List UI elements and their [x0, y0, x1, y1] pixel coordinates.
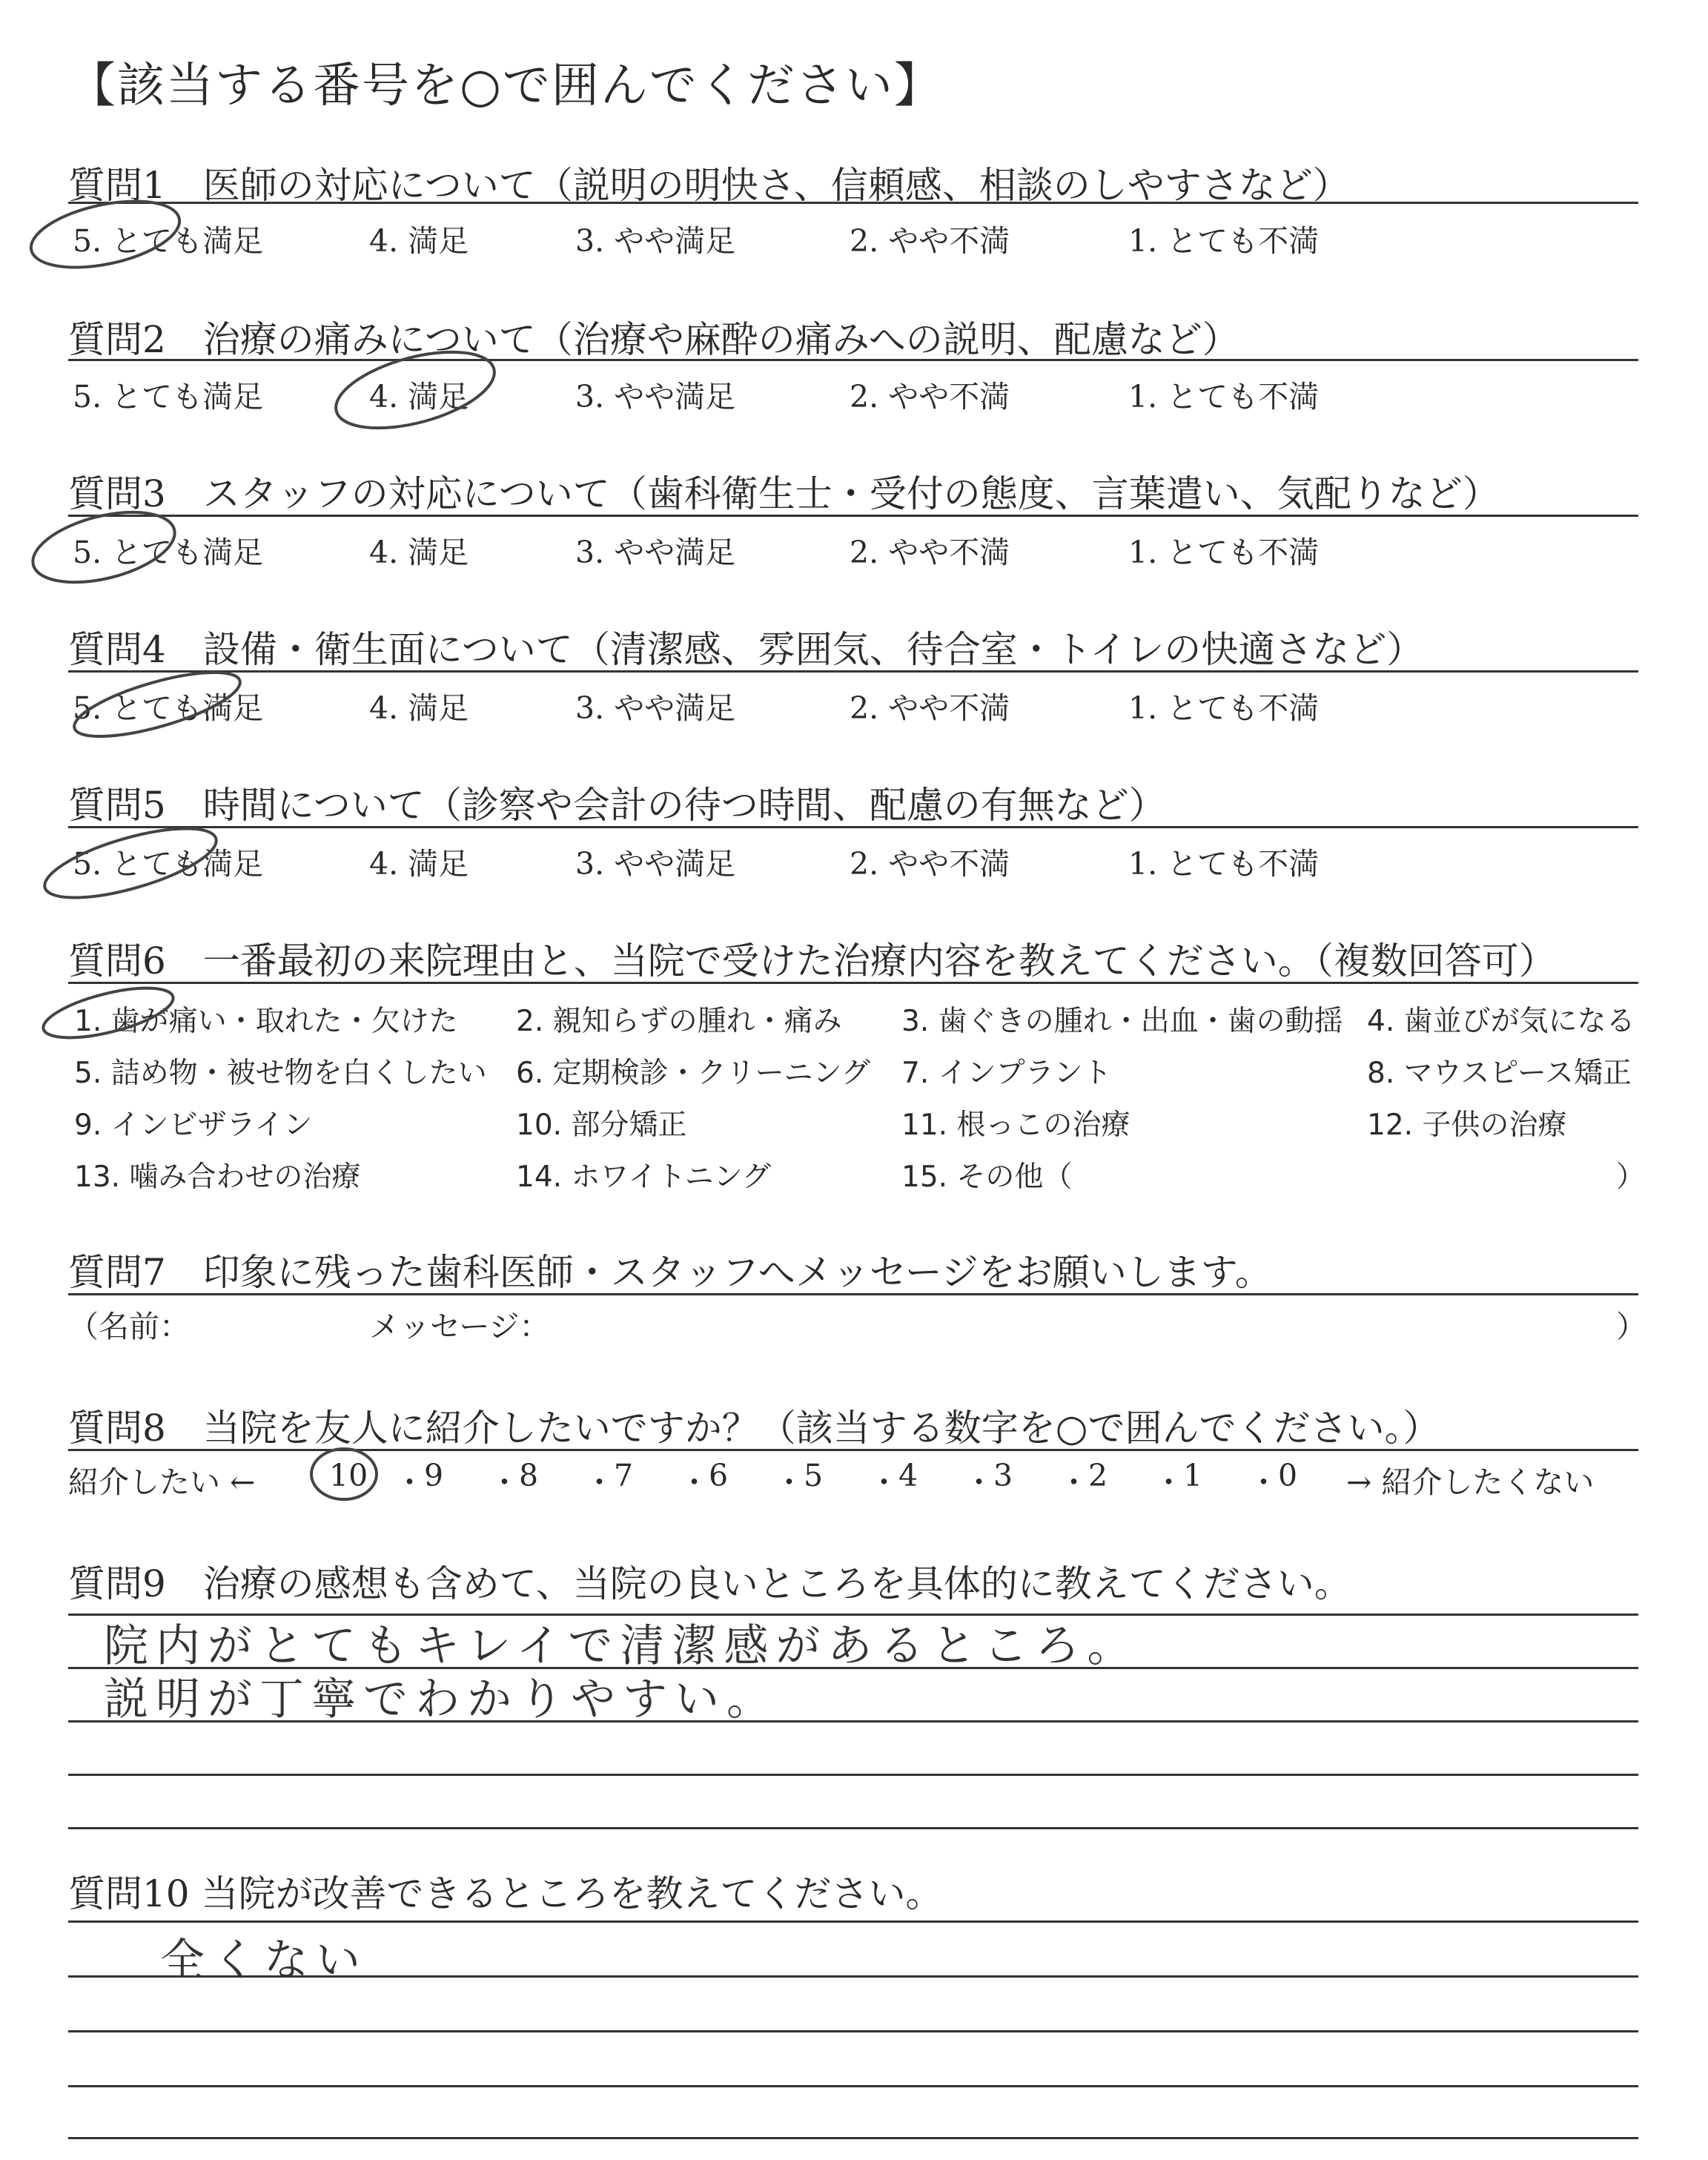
- q1-option-1[interactable]: 1. とても不満: [1128, 223, 1320, 259]
- q8-scale-9[interactable]: 9: [424, 1458, 444, 1493]
- q8-scale-separator: ・: [489, 1464, 520, 1500]
- q8-scale-7[interactable]: 7: [614, 1458, 634, 1493]
- q3-selection-circle: [26, 500, 182, 595]
- question-8-title: 質問8 当院を友人に紹介したいですか？（該当する数字を○で囲んでください。）: [68, 1407, 1440, 1450]
- q7-message-label: メッセージ：: [369, 1309, 550, 1344]
- q4-option-5[interactable]: 5. とても満足: [73, 690, 264, 726]
- q6-option-13[interactable]: 13. 噛み合わせの治療: [74, 1160, 361, 1194]
- page-title: 【該当する番号を○で囲んでください】: [68, 59, 943, 113]
- q7-close: ）: [1616, 1309, 1646, 1344]
- question-5-title: 質問5 時間について（診察や会計の待つ時間、配慮の有無など）: [68, 784, 1166, 827]
- q10-answer-line-1: 全くない: [160, 1935, 368, 1986]
- q8-scale-4[interactable]: 4: [898, 1458, 918, 1493]
- q6-option-14[interactable]: 14. ホワイトニング: [516, 1160, 771, 1194]
- question-10-title: 質問10 当院が改善できるところを教えてください。: [68, 1872, 943, 1915]
- q8-scale-6[interactable]: 6: [709, 1458, 729, 1493]
- q8-scale-5[interactable]: 5: [804, 1458, 824, 1493]
- q2-option-3[interactable]: 3. やや満足: [575, 379, 736, 415]
- q6-option-11[interactable]: 11. 根っこの治療: [901, 1109, 1131, 1142]
- q8-right-label: → 紹介したくない: [1346, 1464, 1595, 1500]
- q8-scale-separator: ・: [1248, 1464, 1279, 1500]
- q8-scale-separator: ・: [679, 1464, 709, 1500]
- q6-option-1[interactable]: 1. 歯が痛い・取れた・欠けた: [74, 1005, 458, 1038]
- q6-option-4[interactable]: 4. 歯並びが気になる: [1367, 1005, 1635, 1038]
- q5-option-3[interactable]: 3. やや満足: [575, 846, 736, 882]
- q1-selection-circle: [25, 190, 185, 280]
- q6-option-3[interactable]: 3. 歯ぐきの腫れ・出血・歯の動揺: [901, 1005, 1343, 1038]
- q6-selection-circle: [39, 978, 177, 1048]
- q6-option-5[interactable]: 5. 詰め物・被せ物を白くしたい: [74, 1057, 487, 1090]
- q5-option-1[interactable]: 1. とても不満: [1128, 846, 1320, 882]
- q8-selection-circle: [311, 1449, 377, 1499]
- q8-scale-0[interactable]: 0: [1278, 1458, 1298, 1493]
- q6-option-15-close: ）: [1616, 1160, 1646, 1194]
- q1-option-3[interactable]: 3. やや満足: [575, 223, 736, 259]
- q8-scale-1[interactable]: 1: [1183, 1458, 1203, 1493]
- q5-option-2[interactable]: 2. やや不満: [850, 846, 1010, 882]
- q4-option-2[interactable]: 2. やや不満: [850, 690, 1010, 726]
- q5-option-4[interactable]: 4. 満足: [369, 846, 469, 882]
- q3-option-5[interactable]: 5. とても満足: [73, 535, 264, 570]
- q8-scale-separator: ・: [964, 1464, 994, 1500]
- q3-option-1[interactable]: 1. とても不満: [1128, 535, 1320, 570]
- question-4-title: 質問4 設備・衛生面について（清潔感、雰囲気、待合室・トイレの快適さなど）: [68, 628, 1424, 671]
- q8-scale-separator: ・: [584, 1464, 615, 1500]
- question-7-title: 質問7 印象に残った歯科医師・スタッフへメッセージをお願いします。: [68, 1251, 1272, 1294]
- q2-option-5[interactable]: 5. とても満足: [73, 379, 264, 415]
- q1-option-5[interactable]: 5. とても満足: [73, 223, 264, 259]
- q4-option-1[interactable]: 1. とても不満: [1128, 690, 1320, 726]
- question-3-title: 質問3 スタッフの対応について（歯科衛生士・受付の態度、言葉遣い、気配りなど）: [68, 472, 1500, 515]
- q1-option-2[interactable]: 2. やや不満: [850, 223, 1010, 259]
- q8-scale-3[interactable]: 3: [993, 1458, 1013, 1493]
- question-1-title: 質問1 医師の対応について（説明の明快さ、信頼感、相談のしやすさなど）: [68, 164, 1350, 207]
- q8-scale-separator: ・: [1153, 1464, 1184, 1500]
- q6-option-7[interactable]: 7. インプラント: [901, 1057, 1112, 1090]
- q6-option-10[interactable]: 10. 部分矯正: [516, 1109, 687, 1142]
- q6-option-6[interactable]: 6. 定期検診・クリーニング: [516, 1057, 870, 1090]
- q4-option-3[interactable]: 3. やや満足: [575, 690, 736, 726]
- question-6-title: 質問6 一番最初の来院理由と、当院で受けた治療内容を教えてください。（複数回答可）: [68, 939, 1556, 982]
- q9-answer-line-2: 説明が丁寧でわかりやすい。: [104, 1674, 778, 1725]
- q6-option-2[interactable]: 2. 親知らずの腫れ・痛み: [516, 1005, 842, 1038]
- q4-option-4[interactable]: 4. 満足: [369, 690, 469, 726]
- q3-option-3[interactable]: 3. やや満足: [575, 535, 736, 570]
- q8-scale-8[interactable]: 8: [519, 1458, 539, 1493]
- q6-option-8[interactable]: 8. マウスピース矯正: [1367, 1057, 1632, 1090]
- q8-scale-10[interactable]: 10: [329, 1458, 368, 1493]
- q6-option-12[interactable]: 12. 子供の治療: [1367, 1109, 1567, 1142]
- q4-selection-circle: [68, 659, 246, 750]
- q6-option-15[interactable]: 15. その他（: [901, 1160, 1073, 1194]
- q8-scale-separator: ・: [394, 1464, 425, 1500]
- q5-selection-circle: [38, 814, 222, 912]
- q8-scale-2[interactable]: 2: [1088, 1458, 1108, 1493]
- q5-option-5[interactable]: 5. とても満足: [73, 846, 264, 882]
- q6-option-9[interactable]: 9. インビザライン: [74, 1109, 313, 1142]
- question-9-title: 質問9 治療の感想も含めて、当院の良いところを具体的に教えてください。: [68, 1562, 1351, 1605]
- q2-option-4[interactable]: 4. 満足: [369, 379, 469, 415]
- q8-scale-separator: ・: [774, 1464, 804, 1500]
- q9-answer-line-1: 院内がとてもキレイで清潔感があるところ。: [104, 1620, 1139, 1672]
- q8-scale-separator: ・: [869, 1464, 899, 1500]
- q2-option-2[interactable]: 2. やや不満: [850, 379, 1010, 415]
- q1-option-4[interactable]: 4. 満足: [369, 223, 469, 259]
- question-2-title: 質問2 治療の痛みについて（治療や麻酔の痛みへの説明、配慮など）: [68, 318, 1239, 361]
- q8-scale-separator: ・: [1059, 1464, 1089, 1500]
- q8-left-label: 紹介したい ←: [68, 1464, 256, 1500]
- q3-option-2[interactable]: 2. やや不満: [850, 535, 1010, 570]
- q7-name-label: （名前：: [68, 1309, 190, 1344]
- q2-selection-circle: [328, 337, 502, 443]
- q3-option-4[interactable]: 4. 満足: [369, 535, 469, 570]
- q2-option-1[interactable]: 1. とても不満: [1128, 379, 1320, 415]
